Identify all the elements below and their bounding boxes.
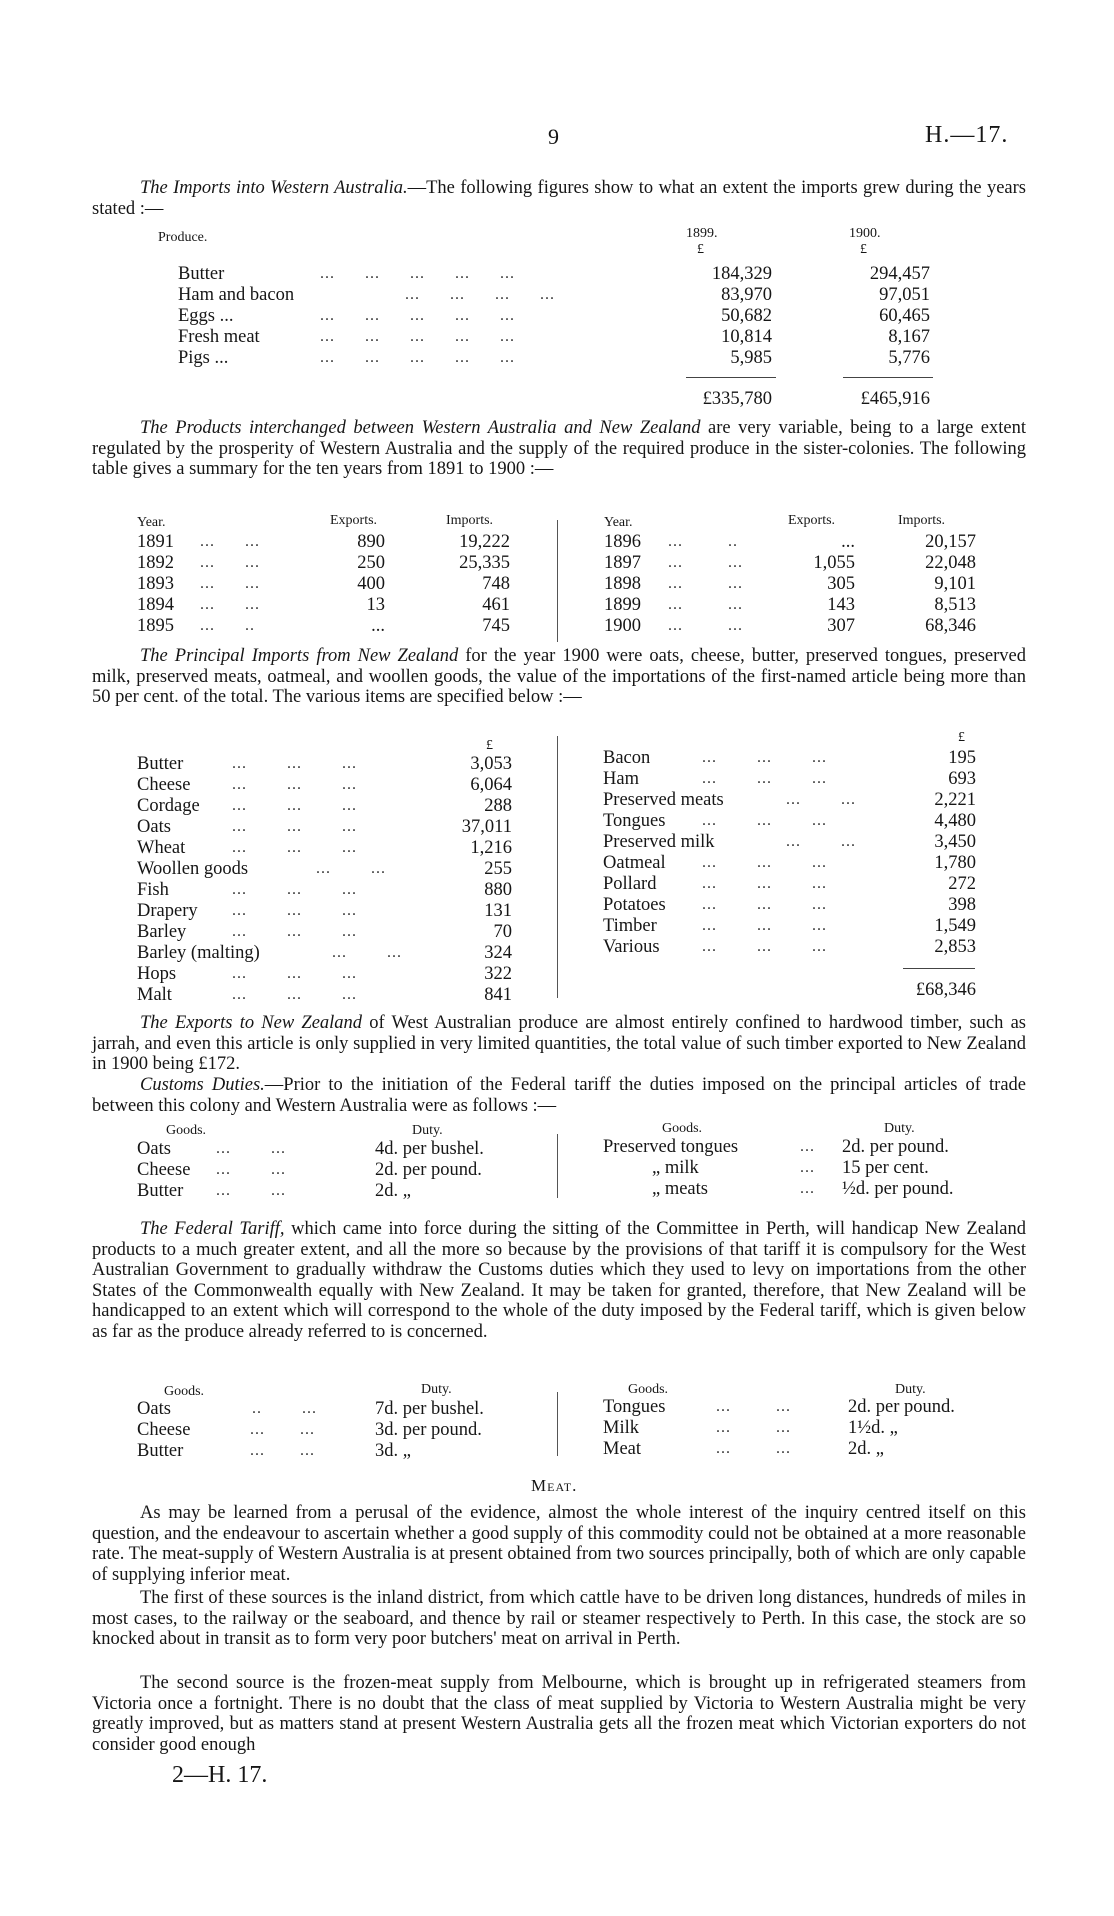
leader-dots: ... ... (668, 575, 743, 592)
imports-row: Eggs ... (178, 306, 234, 326)
leader-dots: ... ... (200, 554, 260, 571)
leader-dots: ... ... ... ... ... (320, 349, 515, 366)
col-year: Year. (604, 515, 633, 530)
year: 1891 (137, 532, 174, 552)
import-item: Preserved milk (603, 832, 715, 852)
import-item: Fish (137, 880, 169, 900)
exports-value: 305 (827, 574, 855, 594)
year: 1899 (604, 595, 641, 615)
signature-mark: 2—H. 17. (172, 1762, 268, 1788)
import-value: 1,780 (934, 853, 976, 873)
leader-dots: ... ... ... (702, 854, 827, 871)
import-item: Hops (137, 964, 177, 984)
exports-value: ... (371, 616, 385, 636)
imports-currency-1899: £ (697, 242, 704, 257)
exports-value: ... (841, 532, 855, 552)
import-item: Woollen goods (137, 859, 249, 879)
column-divider (557, 1134, 558, 1198)
col-imports: Imports. (898, 513, 946, 528)
import-value: 37,011 (461, 817, 512, 837)
leader-dots: ... ... ... ... ... (320, 307, 515, 324)
import-value: 322 (484, 964, 512, 984)
imports-value-1900: 97,051 (879, 285, 930, 305)
leader-dots: ... ... ... (702, 770, 827, 787)
federal-tariff-paragraph: The Federal Tariff, which came into force during the sitting of the Committee in Perth, will handicap New Zealand products to a much greater extent, and all the more so because by the provisions of that tariff it is compulsory for the West Australian Government to gradually withdraw the Customs duties which they used to levy on importations from the other States of the Commonwealth equally with New Zealand. It may be taken for granted, therefore, that New Zealand will be handicapped to an extent which will correspond to the whole of the duty imposed by the Federal tariff, which is given below as far as the produce already referred to is concerned. (92, 1219, 1027, 1342)
col-exports: Exports. (330, 513, 378, 528)
meat-paragraph-3: The second source is the frozen-meat supply from Melbourne, which is brought up in refrigerated steamers from Victoria once a fortnight. There is no doubt that the class of meat supplied by Victoria to Western Australia might be very greatly improved, but as matters stand at present Western Australia gets all the frozen meat which Victorian exporters do not consider good enough (92, 1673, 1026, 1755)
leader-dots: ... ... (216, 1140, 286, 1157)
total-rule (843, 377, 933, 378)
principal-imports-intro: The Principal Imports from New Zealand for the year 1900 were oats, cheese, butter, preserved tongues, preserved milk, preserved meats, oatmeal, and woollen goods, the value of the importations of the first-named article being more than 50 per cent. of the total. The various items are specified below :— (92, 646, 1026, 708)
meat-paragraph-2: The first of these sources is the inland district, from which cattle have to be driven long distances, hundreds of miles in most cases, to the railway or the seaboard, and thence by rail or steamer respectively to Perth. In this case, the stock are so knocked about in transit as to form very poor butchers' meat on arrival in Perth. (92, 1588, 1026, 1650)
year: 1895 (137, 616, 174, 636)
leader-dots: ... ... (716, 1440, 791, 1457)
leader-dots: ... ... ... (232, 923, 357, 940)
leader-dots: ... ... (216, 1161, 286, 1178)
imports-value: 20,157 (925, 532, 976, 552)
import-item: Potatoes (603, 895, 666, 915)
duty-value: 2d. „ (375, 1181, 411, 1201)
leader-dots: ... ... (668, 554, 743, 571)
imports-value-1899: 184,329 (711, 264, 772, 284)
leader-dots: ... ... ... (232, 881, 357, 898)
leader-dots: ... ... (716, 1419, 791, 1436)
exports-value: 400 (357, 574, 385, 594)
import-item: Pollard (603, 874, 657, 894)
duty-value: 4d. per bushel. (375, 1139, 484, 1159)
leader-dots: ... ... (316, 860, 386, 877)
goods-name: Preserved tongues (603, 1137, 739, 1157)
goods-name: Cheese (137, 1160, 191, 1180)
leader-dots: ... ... ... (232, 965, 357, 982)
col-duty: Duty. (412, 1123, 443, 1138)
leader-dots: ... ... ... (702, 812, 827, 829)
import-item: Oats (137, 817, 171, 837)
goods-name: Oats (137, 1139, 171, 1159)
import-value: 131 (484, 901, 512, 921)
leader-dots: ... ... ... ... (405, 286, 555, 303)
imports-value-1899: 83,970 (721, 285, 772, 305)
leader-dots: ... ... (668, 617, 743, 634)
col-duty: Duty. (421, 1382, 452, 1397)
leader-dots: ... ... (716, 1398, 791, 1415)
imports-value: 8,513 (934, 595, 976, 615)
leader-dots: ... (800, 1138, 815, 1155)
import-item: Various (603, 937, 660, 957)
imports-intro: The Imports into Western Australia.—The following figures show to what an extent the imports grew during the years stated :— (92, 178, 1026, 219)
imports-value-1900: 294,457 (869, 264, 930, 284)
duty-value: 3d. „ (375, 1441, 411, 1461)
leader-dots: ... ... (250, 1442, 315, 1459)
leader-dots: ... ... ... (702, 938, 827, 955)
imports-value-1899: 5,985 (730, 348, 772, 368)
interchange-intro: The Products interchanged between Western Australia and New Zealand are very variable, being to a large extent regulated by the prosperity of Western Australia and the supply of the required produce in the sister-colonies. The following table gives a summary for the ten years from 1891 to 1900 :— (92, 418, 1026, 480)
duty-value: 15 per cent. (842, 1158, 929, 1178)
currency-symbol: £ (958, 730, 965, 745)
import-item: Barley (137, 922, 187, 942)
total-rule (686, 377, 776, 378)
import-value: 272 (948, 874, 976, 894)
imports-col-1899: 1899. (686, 226, 718, 241)
col-duty: Duty. (884, 1121, 915, 1136)
leader-dots: ... ... ... (232, 986, 357, 1003)
leader-dots: ... ... (250, 1421, 315, 1438)
exports-value: 1,055 (813, 553, 855, 573)
leader-dots: ... ... (200, 596, 260, 613)
import-value: 398 (948, 895, 976, 915)
leader-dots: .. ... (252, 1400, 317, 1417)
goods-name: Milk (603, 1418, 639, 1438)
import-value: 2,221 (934, 790, 976, 810)
leader-dots: ... ... (200, 575, 260, 592)
meat-heading: Meat. (531, 1476, 578, 1495)
duty-value: 1½d. „ (848, 1418, 898, 1438)
import-value: 195 (948, 748, 976, 768)
principal-imports-total: £68,346 (915, 980, 976, 1000)
import-value: 4,480 (934, 811, 976, 831)
imports-value-1899: 10,814 (721, 327, 772, 347)
imports-value-1899: 50,682 (721, 306, 772, 326)
imports-value: 9,101 (934, 574, 976, 594)
import-item: Cheese (137, 775, 191, 795)
leader-dots: ... ... ... (232, 755, 357, 772)
imports-total-1900: £465,916 (860, 389, 930, 409)
year: 1893 (137, 574, 174, 594)
leader-dots: ... .. (668, 533, 738, 550)
goods-name: „ meats (652, 1179, 708, 1199)
col-exports: Exports. (788, 513, 836, 528)
imports-value: 745 (482, 616, 510, 636)
import-value: 3,053 (470, 754, 512, 774)
imports-col-produce: Produce. (158, 230, 208, 245)
duty-value: ½d. per pound. (842, 1179, 954, 1199)
duty-value: 3d. per pound. (375, 1420, 482, 1440)
imports-col-1900: 1900. (849, 226, 881, 241)
leader-dots: ... ... ... (232, 776, 357, 793)
leader-dots: ... ... ... ... ... (320, 328, 515, 345)
duty-value: 2d. per pound. (375, 1160, 482, 1180)
leader-dots: ... ... ... (702, 917, 827, 934)
imports-value-1900: 60,465 (879, 306, 930, 326)
year: 1898 (604, 574, 641, 594)
imports-value: 748 (482, 574, 510, 594)
imports-total-1899: £335,780 (702, 389, 772, 409)
col-goods: Goods. (164, 1384, 205, 1399)
imports-value: 25,335 (459, 553, 510, 573)
import-item: Drapery (137, 901, 198, 921)
page-number: 9 (548, 124, 559, 149)
import-value: 880 (484, 880, 512, 900)
duty-value: 2d. per pound. (848, 1397, 955, 1417)
exports-nz-paragraph: The Exports to New Zealand of West Australian produce are almost entirely confined to hardwood timber, such as jarrah, and even this article is only supplied in very limited quantities, the total value of such timber exported to New Zealand in 1900 being £172. (92, 1013, 1026, 1075)
year: 1892 (137, 553, 174, 573)
col-goods: Goods. (662, 1121, 703, 1136)
column-divider (557, 736, 558, 998)
import-item: Wheat (137, 838, 186, 858)
imports-row: Butter (178, 264, 225, 284)
import-item: Bacon (603, 748, 651, 768)
import-value: 841 (484, 985, 512, 1005)
leader-dots: ... ... (216, 1182, 286, 1199)
goods-name: Tongues (603, 1397, 666, 1417)
exports-value: 13 (366, 595, 385, 615)
imports-value: 22,048 (925, 553, 976, 573)
col-goods: Goods. (166, 1123, 207, 1138)
imports-value: 19,222 (459, 532, 510, 552)
leader-dots: ... ... ... (702, 896, 827, 913)
import-item: Barley (malting) (137, 943, 260, 963)
import-value: 3,450 (934, 832, 976, 852)
imports-value: 461 (482, 595, 510, 615)
total-rule (903, 968, 975, 969)
leader-dots: ... ... ... (232, 839, 357, 856)
goods-name: Meat (603, 1439, 642, 1459)
import-value: 324 (484, 943, 512, 963)
imports-value-1900: 5,776 (888, 348, 930, 368)
year: 1894 (137, 595, 174, 615)
duty-value: 7d. per bushel. (375, 1399, 484, 1419)
duty-value: 2d. „ (848, 1439, 884, 1459)
leader-dots: ... ... (786, 791, 856, 808)
col-duty: Duty. (895, 1382, 926, 1397)
document-code: H.—17. (925, 122, 1009, 148)
leader-dots: ... ... ... (702, 875, 827, 892)
exports-value: 307 (827, 616, 855, 636)
leader-dots: ... ... ... (702, 749, 827, 766)
col-year: Year. (137, 515, 166, 530)
imports-row: Fresh meat (178, 327, 260, 347)
import-item: Malt (137, 985, 172, 1005)
goods-name: Butter (137, 1441, 184, 1461)
col-goods: Goods. (628, 1382, 669, 1397)
import-value: 2,853 (934, 937, 976, 957)
exports-value: 890 (357, 532, 385, 552)
meat-paragraph-1: As may be learned from a perusal of the evidence, almost the whole interest of the inquiry centred itself on this question, and the endeavour to ascertain whether a good supply of this commodity could not be obtained at a more reasonable rate. The meat-supply of Western Australia is at present obtained from two sources principally, both of which are only capable of supplying inferior meat. (92, 1503, 1026, 1585)
imports-row: Ham and bacon (178, 285, 295, 305)
year: 1897 (604, 553, 641, 573)
customs-intro: Customs Duties.—Prior to the initiation of the Federal tariff the duties imposed on the principal articles of trade between this colony and Western Australia were as follows :— (92, 1075, 1026, 1116)
imports-value: 68,346 (925, 616, 976, 636)
import-item: Cordage (137, 796, 200, 816)
import-item: Oatmeal (603, 853, 666, 873)
imports-row: Pigs ... (178, 348, 229, 368)
column-divider (557, 1392, 558, 1456)
import-value: 6,064 (470, 775, 512, 795)
goods-name: Butter (137, 1181, 184, 1201)
import-value: 1,549 (934, 916, 976, 936)
exports-value: 250 (357, 553, 385, 573)
import-value: 255 (484, 859, 512, 879)
leader-dots: ... ... (200, 533, 260, 550)
leader-dots: ... ... ... (232, 818, 357, 835)
leader-dots: ... ... (786, 833, 856, 850)
import-value: 693 (948, 769, 976, 789)
exports-value: 143 (827, 595, 855, 615)
goods-name: Oats (137, 1399, 171, 1419)
leader-dots: ... ... ... ... ... (320, 265, 515, 282)
goods-name: Cheese (137, 1420, 191, 1440)
leader-dots: ... ... ... (232, 797, 357, 814)
leader-dots: ... (800, 1180, 815, 1197)
import-value: 1,216 (470, 838, 512, 858)
duty-value: 2d. per pound. (842, 1137, 949, 1157)
leader-dots: ... (800, 1159, 815, 1176)
currency-symbol: £ (486, 738, 493, 753)
leader-dots: ... .. (200, 617, 255, 634)
import-value: 70 (493, 922, 512, 942)
import-item: Tongues (603, 811, 666, 831)
goods-name: „ milk (652, 1158, 699, 1178)
import-item: Preserved meats (603, 790, 724, 810)
column-divider (557, 520, 558, 642)
year: 1900 (604, 616, 641, 636)
import-value: 288 (484, 796, 512, 816)
imports-value-1900: 8,167 (888, 327, 930, 347)
leader-dots: ... ... (668, 596, 743, 613)
col-imports: Imports. (446, 513, 494, 528)
imports-currency-1900: £ (860, 242, 867, 257)
import-item: Butter (137, 754, 184, 774)
leader-dots: ... ... (332, 944, 402, 961)
import-item: Ham (603, 769, 639, 789)
import-item: Timber (603, 916, 657, 936)
year: 1896 (604, 532, 641, 552)
leader-dots: ... ... ... (232, 902, 357, 919)
